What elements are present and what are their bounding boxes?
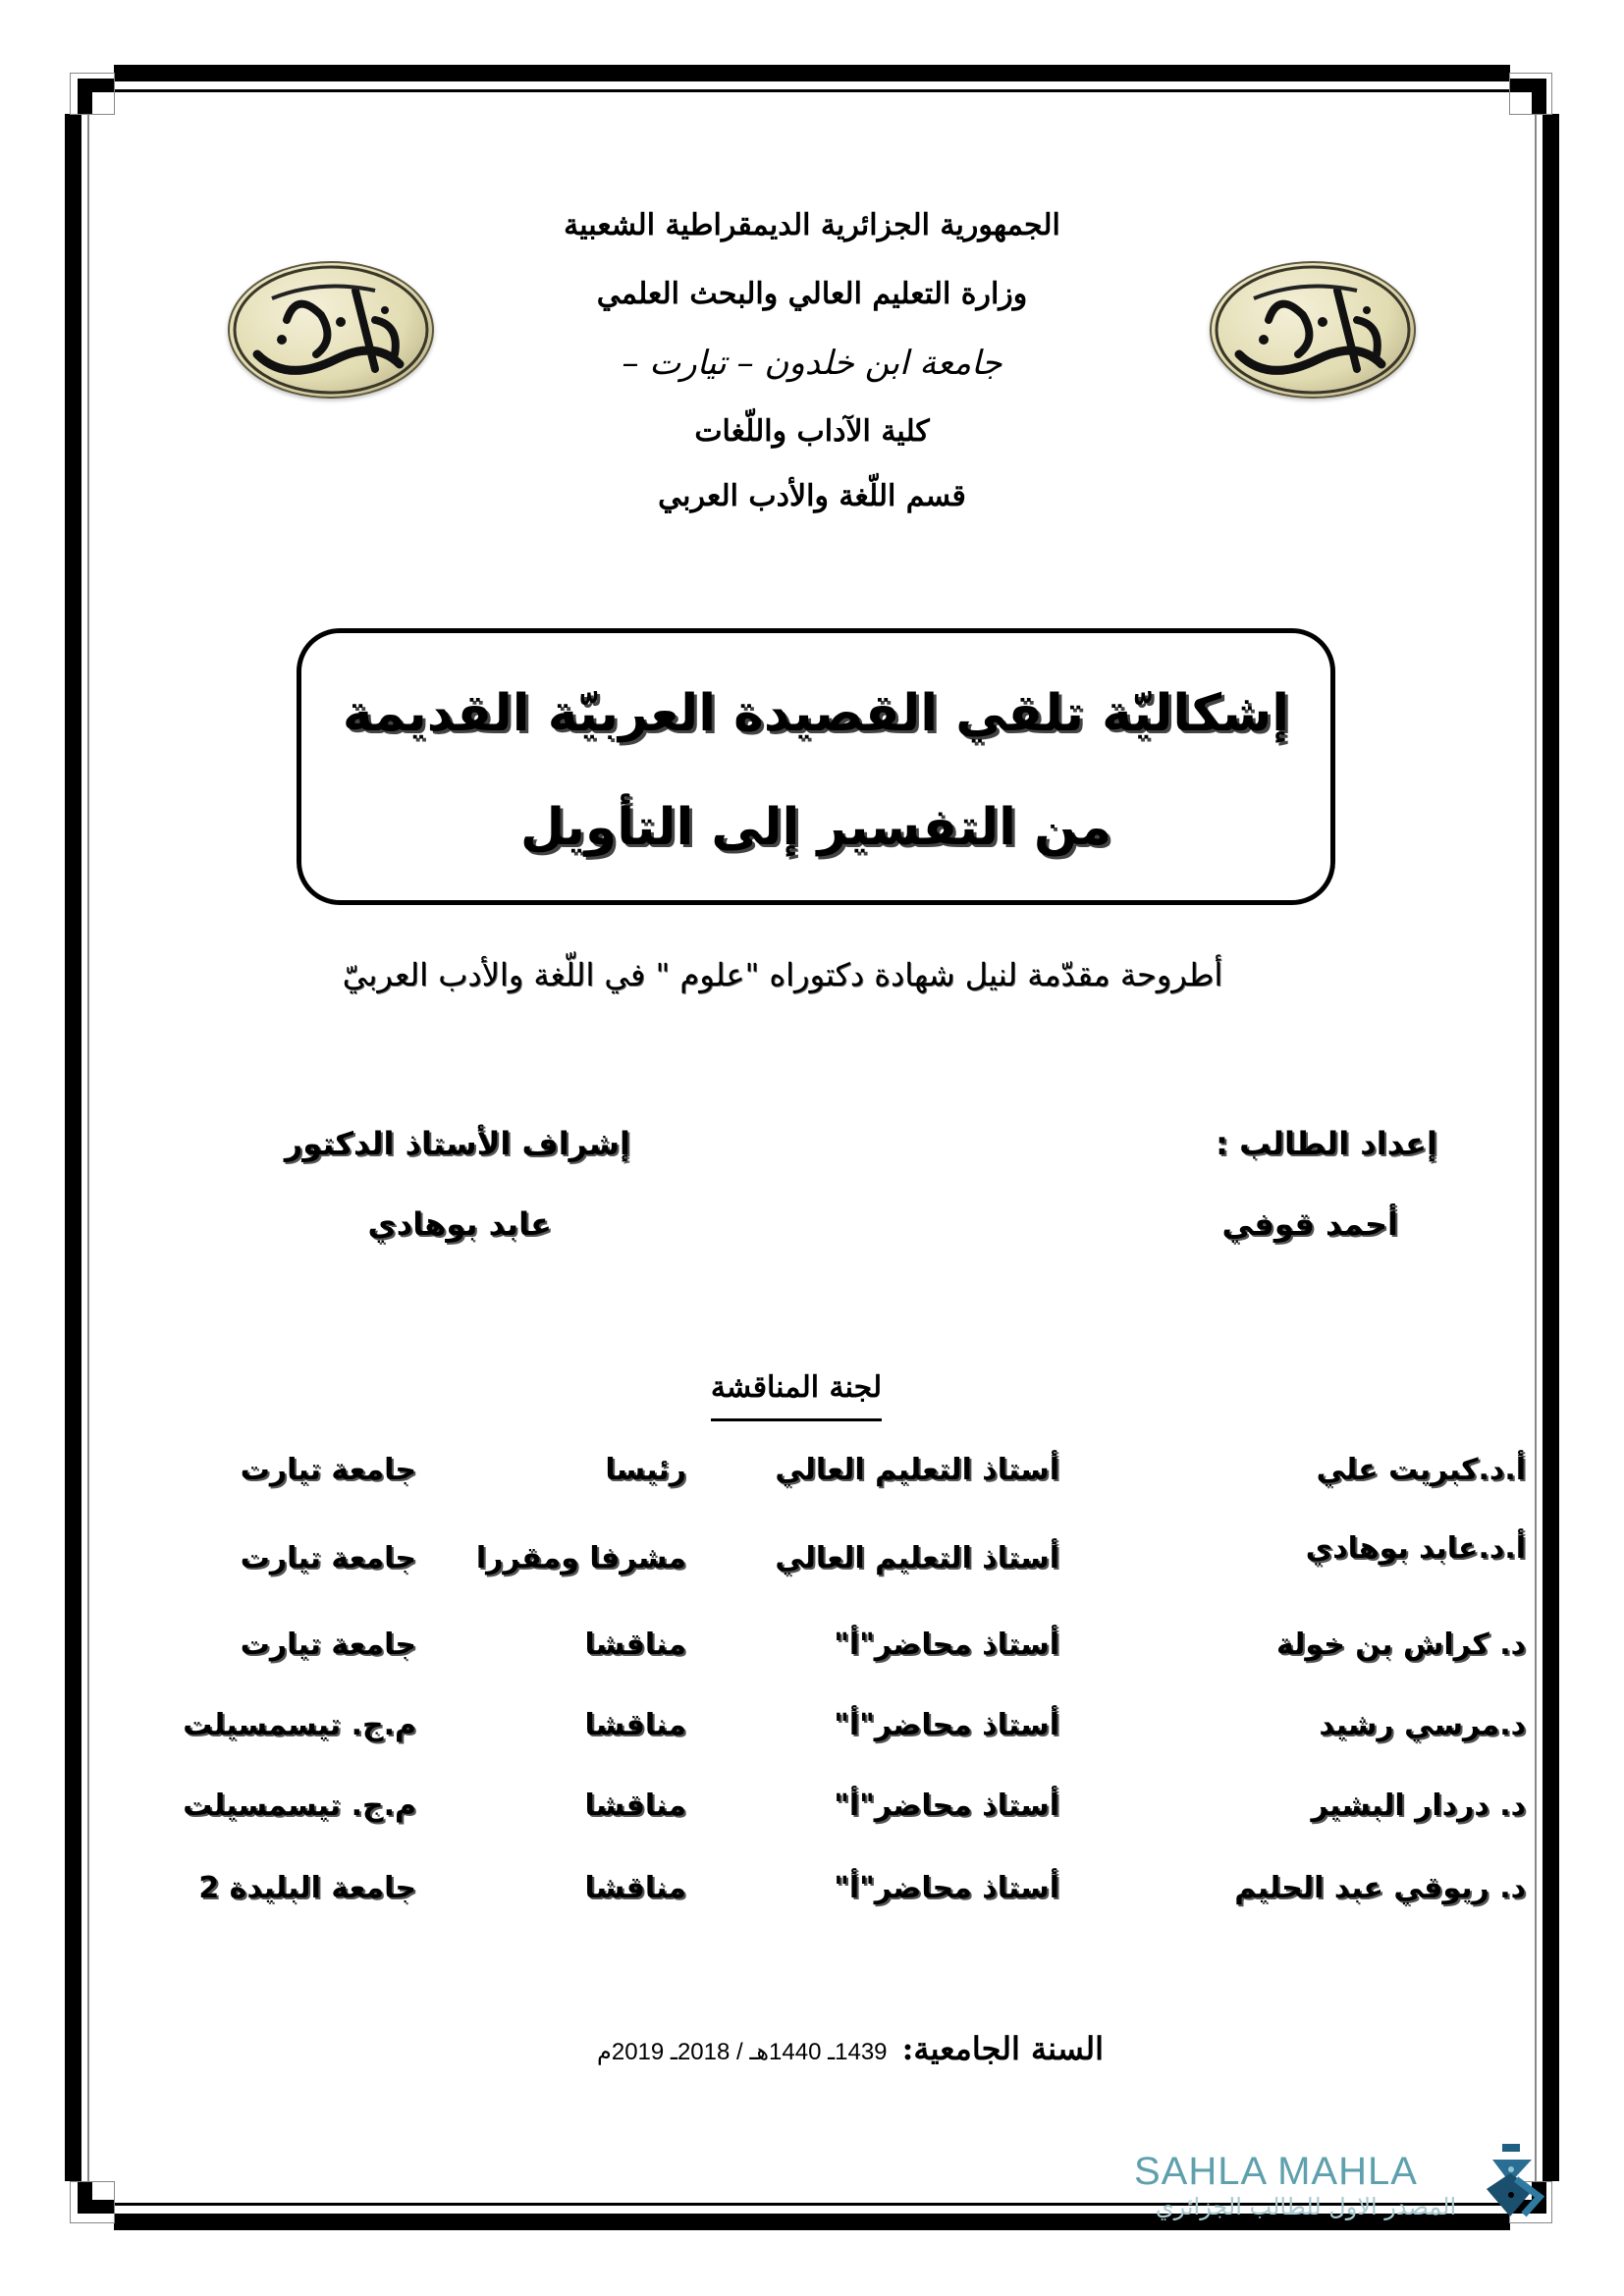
member-rank: أستاذ التعليم العالي bbox=[775, 1453, 1059, 1487]
frame-top-thick bbox=[114, 65, 1510, 81]
committee-heading-text: لجنة المناقشة bbox=[711, 1370, 882, 1421]
student-name: أحمد قوفي bbox=[1221, 1205, 1398, 1243]
committee-row bbox=[0, 1789, 1624, 1847]
committee-row bbox=[0, 1871, 1624, 1930]
watermark-tagline: المصدر الاول للطالب الجزائري bbox=[1155, 2193, 1457, 2220]
member-rank: أستاذ محاضر"أ" bbox=[834, 1789, 1059, 1823]
member-rank: أستاذ محاضر"أ" bbox=[834, 1628, 1059, 1662]
member-university: م.ج. تيسمسيلت bbox=[183, 1789, 416, 1823]
department-name: قسم اللّغة والأدب العربي bbox=[658, 479, 966, 513]
faculty-name: كلية الآداب واللّغات bbox=[694, 414, 930, 449]
committee-heading bbox=[0, 1370, 1608, 1421]
member-name: د. دردار البشير bbox=[1311, 1789, 1526, 1823]
frame-corner-bl-outline bbox=[70, 2181, 115, 2223]
committee-row bbox=[0, 1708, 1624, 1767]
frame-top-thin bbox=[114, 89, 1510, 92]
student-label: إعداد الطالب : bbox=[1216, 1125, 1437, 1162]
thesis-title-line2: من التفسير إلى التأويل bbox=[519, 798, 1112, 857]
committee-row bbox=[0, 1628, 1624, 1686]
thesis-subtitle: أطروحة مقدّمة لنيل شهادة دكتوراه "علوم " في اللّغة والأدب العربيّ bbox=[342, 956, 1223, 993]
supervisor-name: عابد بوهادي bbox=[367, 1205, 552, 1243]
member-name: أ.د.كبريت علي bbox=[1316, 1453, 1526, 1487]
committee-row bbox=[0, 1453, 1624, 1512]
academic-year-value: 1439ـ 1440هـ / 2018ـ 2019م bbox=[596, 2039, 888, 2065]
watermark-brand: SAHLA MAHLA bbox=[1134, 2150, 1418, 2193]
member-university: جامعة البليدة 2 bbox=[198, 1871, 416, 1905]
frame-corner-tr-outline bbox=[1509, 73, 1552, 115]
thesis-title-line1: إشكاليّة تلقي القصيدة العربيّة القديمة bbox=[342, 684, 1290, 743]
member-name: د.مرسي رشيد bbox=[1319, 1708, 1526, 1742]
member-rank: أستاذ محاضر"أ" bbox=[834, 1871, 1059, 1905]
thesis-title-box bbox=[297, 628, 1335, 905]
republic-heading: الجمهورية الجزائرية الديمقراطية الشعبية bbox=[564, 208, 1060, 242]
university-name: جامعة ابن خلدون – تيارت – bbox=[622, 344, 1002, 383]
member-role: رئيسا bbox=[605, 1453, 686, 1487]
member-role: مناقشا bbox=[584, 1708, 686, 1742]
ministry-heading: وزارة التعليم العالي والبحث العلمي bbox=[596, 277, 1028, 311]
member-rank: أستاذ محاضر"أ" bbox=[834, 1708, 1059, 1742]
member-name: د. كراش بن خولة bbox=[1275, 1628, 1526, 1662]
member-university: جامعة تيارت bbox=[240, 1541, 416, 1575]
supervisor-label: إشراف الأستاذ الدكتور bbox=[284, 1125, 630, 1162]
member-university: جامعة تيارت bbox=[240, 1628, 416, 1662]
member-name: أ.د.عابد بوهادي bbox=[1305, 1531, 1526, 1566]
member-role: مشرفا ومقررا bbox=[475, 1541, 686, 1575]
sahla-mahla-logo-icon bbox=[1481, 2140, 1545, 2222]
member-rank: أستاذ التعليم العالي bbox=[775, 1541, 1059, 1575]
committee-row bbox=[0, 1531, 1624, 1600]
member-university: م.ج. تيسمسيلت bbox=[183, 1708, 416, 1742]
member-university: جامعة تيارت bbox=[240, 1453, 416, 1487]
member-role: مناقشا bbox=[584, 1789, 686, 1823]
academic-year-label: السنة الجامعية: bbox=[901, 2030, 1104, 2067]
member-name: د. ريوقي عبد الحليم bbox=[1234, 1871, 1526, 1905]
frame-corner-tl-outline bbox=[70, 73, 115, 115]
academic-year bbox=[597, 2030, 1104, 2067]
member-role: مناقشا bbox=[584, 1628, 686, 1662]
member-role: مناقشا bbox=[584, 1871, 686, 1905]
